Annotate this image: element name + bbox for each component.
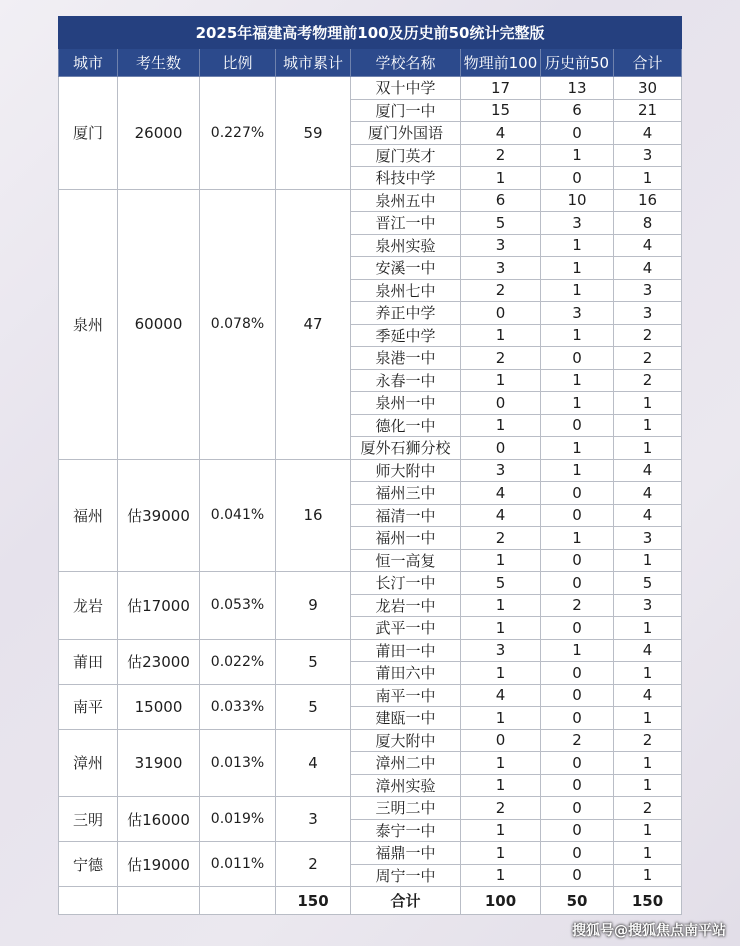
history-count-cell: 1 (541, 234, 614, 257)
table-body (59, 77, 682, 887)
history-count-cell: 0 (541, 549, 614, 572)
history-count-cell: 0 (541, 662, 614, 685)
row-total-cell: 1 (614, 549, 682, 572)
cumulative-cell: 16 (276, 459, 351, 572)
physics-count-cell: 6 (461, 189, 541, 212)
stats-table (58, 16, 682, 915)
examinee-count-cell: 估17000 (118, 572, 200, 640)
school-name-cell: 福清一中 (351, 504, 461, 527)
ratio-cell: 0.078% (200, 189, 276, 459)
school-name-cell: 双十中学 (351, 77, 461, 100)
header-cumulative: 城市累计 (276, 49, 351, 77)
school-name-cell: 福州三中 (351, 482, 461, 505)
row-total-cell: 1 (614, 437, 682, 460)
history-count-cell: 3 (541, 212, 614, 235)
history-count-cell: 1 (541, 437, 614, 460)
history-count-cell: 1 (541, 144, 614, 167)
history-count-cell: 1 (541, 459, 614, 482)
physics-count-cell: 1 (461, 549, 541, 572)
physics-count-cell: 5 (461, 572, 541, 595)
physics-count-cell: 2 (461, 347, 541, 370)
cumulative-cell: 2 (276, 842, 351, 887)
history-count-cell: 0 (541, 572, 614, 595)
physics-count-cell: 15 (461, 99, 541, 122)
table-row (59, 189, 682, 212)
history-count-cell: 0 (541, 684, 614, 707)
physics-count-cell: 1 (461, 752, 541, 775)
row-total-cell: 4 (614, 504, 682, 527)
table-row (59, 842, 682, 865)
table-row (59, 459, 682, 482)
row-total-cell: 1 (614, 392, 682, 415)
school-name-cell: 武平一中 (351, 617, 461, 640)
physics-count-cell: 1 (461, 819, 541, 842)
history-count-cell: 0 (541, 414, 614, 437)
school-name-cell: 三明二中 (351, 797, 461, 820)
header-row (59, 49, 682, 77)
history-count-cell: 1 (541, 392, 614, 415)
totals-label: 合计 (351, 887, 461, 915)
totals-blank-ratio (200, 887, 276, 915)
physics-count-cell: 1 (461, 617, 541, 640)
history-count-cell: 0 (541, 617, 614, 640)
school-name-cell: 恒一高复 (351, 549, 461, 572)
physics-count-cell: 0 (461, 729, 541, 752)
school-name-cell: 龙岩一中 (351, 594, 461, 617)
school-name-cell: 安溪一中 (351, 257, 461, 280)
physics-count-cell: 0 (461, 437, 541, 460)
header-school: 学校名称 (351, 49, 461, 77)
row-total-cell: 3 (614, 279, 682, 302)
history-count-cell: 1 (541, 257, 614, 280)
cumulative-cell: 3 (276, 797, 351, 842)
history-count-cell: 3 (541, 302, 614, 325)
physics-count-cell: 2 (461, 279, 541, 302)
school-name-cell: 永春一中 (351, 369, 461, 392)
physics-count-cell: 3 (461, 459, 541, 482)
city-cell: 厦门 (59, 77, 118, 190)
history-count-cell: 0 (541, 707, 614, 730)
history-count-cell: 2 (541, 594, 614, 617)
row-total-cell: 3 (614, 302, 682, 325)
row-total-cell: 4 (614, 234, 682, 257)
row-total-cell: 1 (614, 414, 682, 437)
cumulative-cell: 59 (276, 77, 351, 190)
school-name-cell: 漳州二中 (351, 752, 461, 775)
school-name-cell: 泰宁一中 (351, 819, 461, 842)
header-total: 合计 (614, 49, 682, 77)
row-total-cell: 2 (614, 797, 682, 820)
table-row (59, 797, 682, 820)
table-row (59, 684, 682, 707)
totals-physics: 100 (461, 887, 541, 915)
physics-count-cell: 4 (461, 504, 541, 527)
city-cell: 漳州 (59, 729, 118, 797)
school-name-cell: 科技中学 (351, 167, 461, 190)
history-count-cell: 13 (541, 77, 614, 100)
row-total-cell: 5 (614, 572, 682, 595)
history-count-cell: 2 (541, 729, 614, 752)
examinee-count-cell: 15000 (118, 684, 200, 729)
school-name-cell: 泉州一中 (351, 392, 461, 415)
row-total-cell: 4 (614, 639, 682, 662)
ratio-cell: 0.227% (200, 77, 276, 190)
history-count-cell: 1 (541, 639, 614, 662)
cumulative-cell: 4 (276, 729, 351, 797)
totals-history: 50 (541, 887, 614, 915)
city-cell: 宁德 (59, 842, 118, 887)
school-name-cell: 福鼎一中 (351, 842, 461, 865)
totals-cumulative: 150 (276, 887, 351, 915)
physics-count-cell: 1 (461, 594, 541, 617)
city-cell: 龙岩 (59, 572, 118, 640)
header-ratio: 比例 (200, 49, 276, 77)
stats-sheet (58, 16, 681, 915)
physics-count-cell: 17 (461, 77, 541, 100)
school-name-cell: 厦门一中 (351, 99, 461, 122)
totals-row (59, 887, 682, 915)
table-row (59, 572, 682, 595)
examinee-count-cell: 估16000 (118, 797, 200, 842)
history-count-cell: 0 (541, 774, 614, 797)
history-count-cell: 1 (541, 279, 614, 302)
ratio-cell: 0.013% (200, 729, 276, 797)
physics-count-cell: 1 (461, 662, 541, 685)
school-name-cell: 建瓯一中 (351, 707, 461, 730)
row-total-cell: 4 (614, 459, 682, 482)
physics-count-cell: 1 (461, 369, 541, 392)
ratio-cell: 0.011% (200, 842, 276, 887)
header-physics: 物理前100 (461, 49, 541, 77)
school-name-cell: 厦外石狮分校 (351, 437, 461, 460)
physics-count-cell: 4 (461, 482, 541, 505)
physics-count-cell: 0 (461, 392, 541, 415)
physics-count-cell: 4 (461, 122, 541, 145)
physics-count-cell: 1 (461, 842, 541, 865)
row-total-cell: 3 (614, 144, 682, 167)
row-total-cell: 8 (614, 212, 682, 235)
row-total-cell: 2 (614, 324, 682, 347)
cumulative-cell: 5 (276, 639, 351, 684)
row-total-cell: 4 (614, 122, 682, 145)
school-name-cell: 师大附中 (351, 459, 461, 482)
row-total-cell: 1 (614, 662, 682, 685)
physics-count-cell: 3 (461, 234, 541, 257)
history-count-cell: 0 (541, 504, 614, 527)
row-total-cell: 2 (614, 369, 682, 392)
physics-count-cell: 1 (461, 414, 541, 437)
examinee-count-cell: 估23000 (118, 639, 200, 684)
table-title: 2025年福建高考物理前100及历史前50统计完整版 (59, 17, 682, 49)
row-total-cell: 2 (614, 729, 682, 752)
header-city: 城市 (59, 49, 118, 77)
school-name-cell: 厦大附中 (351, 729, 461, 752)
row-total-cell: 4 (614, 482, 682, 505)
row-total-cell: 1 (614, 617, 682, 640)
school-name-cell: 德化一中 (351, 414, 461, 437)
totals-blank-count (118, 887, 200, 915)
city-cell: 莆田 (59, 639, 118, 684)
row-total-cell: 1 (614, 774, 682, 797)
examinee-count-cell: 26000 (118, 77, 200, 190)
table-row (59, 639, 682, 662)
row-total-cell: 1 (614, 167, 682, 190)
cumulative-cell: 9 (276, 572, 351, 640)
history-count-cell: 10 (541, 189, 614, 212)
row-total-cell: 16 (614, 189, 682, 212)
physics-count-cell: 5 (461, 212, 541, 235)
school-name-cell: 厦门英才 (351, 144, 461, 167)
physics-count-cell: 3 (461, 639, 541, 662)
row-total-cell: 1 (614, 864, 682, 887)
examinee-count-cell: 31900 (118, 729, 200, 797)
row-total-cell: 4 (614, 257, 682, 280)
city-cell: 福州 (59, 459, 118, 572)
ratio-cell: 0.053% (200, 572, 276, 640)
ratio-cell: 0.041% (200, 459, 276, 572)
examinee-count-cell: 估39000 (118, 459, 200, 572)
city-cell: 三明 (59, 797, 118, 842)
row-total-cell: 2 (614, 347, 682, 370)
school-name-cell: 晋江一中 (351, 212, 461, 235)
history-count-cell: 1 (541, 324, 614, 347)
row-total-cell: 30 (614, 77, 682, 100)
history-count-cell: 0 (541, 842, 614, 865)
school-name-cell: 季延中学 (351, 324, 461, 347)
school-name-cell: 泉州五中 (351, 189, 461, 212)
ratio-cell: 0.019% (200, 797, 276, 842)
cumulative-cell: 47 (276, 189, 351, 459)
header-history: 历史前50 (541, 49, 614, 77)
physics-count-cell: 1 (461, 324, 541, 347)
school-name-cell: 周宁一中 (351, 864, 461, 887)
school-name-cell: 莆田一中 (351, 639, 461, 662)
history-count-cell: 1 (541, 369, 614, 392)
examinee-count-cell: 60000 (118, 189, 200, 459)
ratio-cell: 0.033% (200, 684, 276, 729)
table-row (59, 729, 682, 752)
row-total-cell: 3 (614, 594, 682, 617)
header-count: 考生数 (118, 49, 200, 77)
totals-blank-city (59, 887, 118, 915)
school-name-cell: 莆田六中 (351, 662, 461, 685)
physics-count-cell: 2 (461, 144, 541, 167)
row-total-cell: 1 (614, 707, 682, 730)
school-name-cell: 泉港一中 (351, 347, 461, 370)
physics-count-cell: 3 (461, 257, 541, 280)
watermark: 搜狐号@搜狐焦点南平站 (572, 923, 726, 939)
school-name-cell: 泉州实验 (351, 234, 461, 257)
physics-count-cell: 1 (461, 707, 541, 730)
history-count-cell: 0 (541, 864, 614, 887)
physics-count-cell: 1 (461, 774, 541, 797)
row-total-cell: 4 (614, 684, 682, 707)
school-name-cell: 漳州实验 (351, 774, 461, 797)
physics-count-cell: 1 (461, 864, 541, 887)
school-name-cell: 长汀一中 (351, 572, 461, 595)
history-count-cell: 0 (541, 797, 614, 820)
row-total-cell: 21 (614, 99, 682, 122)
physics-count-cell: 1 (461, 167, 541, 190)
history-count-cell: 6 (541, 99, 614, 122)
physics-count-cell: 0 (461, 302, 541, 325)
row-total-cell: 1 (614, 819, 682, 842)
examinee-count-cell: 估19000 (118, 842, 200, 887)
history-count-cell: 0 (541, 167, 614, 190)
totals-total: 150 (614, 887, 682, 915)
history-count-cell: 0 (541, 482, 614, 505)
history-count-cell: 0 (541, 752, 614, 775)
physics-count-cell: 2 (461, 527, 541, 550)
physics-count-cell: 2 (461, 797, 541, 820)
school-name-cell: 厦门外国语 (351, 122, 461, 145)
school-name-cell: 福州一中 (351, 527, 461, 550)
school-name-cell: 南平一中 (351, 684, 461, 707)
ratio-cell: 0.022% (200, 639, 276, 684)
history-count-cell: 0 (541, 819, 614, 842)
row-total-cell: 1 (614, 752, 682, 775)
city-cell: 南平 (59, 684, 118, 729)
physics-count-cell: 4 (461, 684, 541, 707)
school-name-cell: 泉州七中 (351, 279, 461, 302)
history-count-cell: 0 (541, 122, 614, 145)
history-count-cell: 1 (541, 527, 614, 550)
cumulative-cell: 5 (276, 684, 351, 729)
table-row (59, 77, 682, 100)
history-count-cell: 0 (541, 347, 614, 370)
city-cell: 泉州 (59, 189, 118, 459)
row-total-cell: 1 (614, 842, 682, 865)
school-name-cell: 养正中学 (351, 302, 461, 325)
row-total-cell: 3 (614, 527, 682, 550)
